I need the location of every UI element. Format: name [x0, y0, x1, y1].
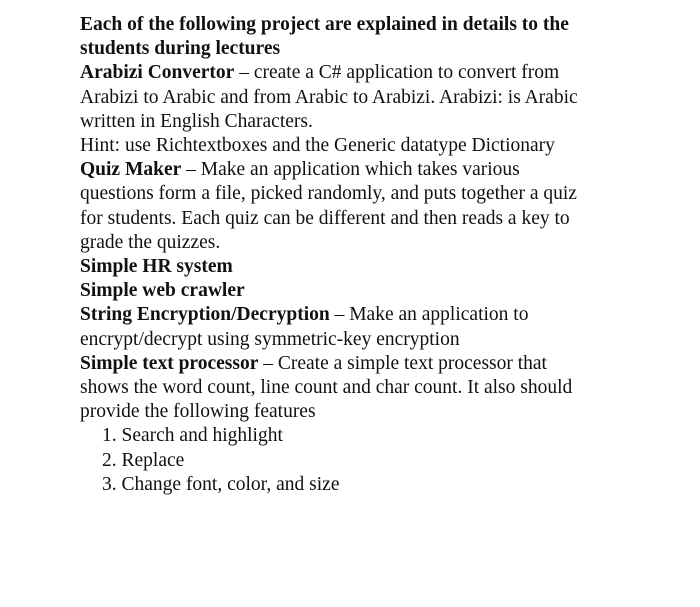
arabizi-description-start: create a C# application to convert from: [253, 62, 560, 84]
quiz-description-line-4: grade the quizzes.: [80, 231, 221, 253]
encryption-title: String Encryption/Decryption: [80, 304, 330, 326]
encryption-separator: –: [329, 304, 350, 326]
encryption-description-start: Make an application to: [349, 304, 529, 326]
textproc-description-line-2: shows the word count, line count and char count. It also should: [80, 377, 573, 399]
quiz-description-start: Make an application which takes various: [200, 159, 520, 181]
arabizi-heading-line: [80, 61, 680, 85]
intro-line-1: Each of the following project are explained in details to the: [80, 14, 569, 35]
textproc-title: Simple text processor: [80, 352, 259, 374]
textproc-separator: –: [258, 352, 278, 374]
document-body: [80, 13, 680, 497]
feature-item-font: 3. Change font, color, and size: [102, 473, 340, 495]
arabizi-description-line-2: Arabizi to Arabic and from Arabic to Arabizi. Arabizi: is Arabic: [80, 86, 578, 108]
quiz-title: Quiz Maker: [80, 159, 182, 181]
textproc-heading-line: [80, 352, 680, 376]
quiz-separator: –: [181, 159, 201, 181]
textproc-description-start: Create a simple text processor that: [277, 352, 547, 374]
quiz-description-line-2: questions form a file, picked randomly, and puts together a quiz: [80, 183, 577, 205]
encryption-description-line-2: encrypt/decrypt using symmetric-key encryption: [80, 328, 460, 350]
textproc-description-line-3: provide the following features: [80, 401, 316, 423]
feature-item-replace: 2. Replace: [102, 449, 185, 471]
quiz-heading-line: [80, 158, 680, 182]
quiz-description-line-3: for students. Each quiz can be different and then reads a key to: [80, 207, 570, 229]
crawler-title: Simple web crawler: [80, 280, 245, 302]
features-list: [80, 424, 680, 497]
arabizi-separator: –: [234, 62, 254, 84]
hr-title: Simple HR system: [80, 256, 233, 278]
arabizi-title: Arabizi Convertor: [80, 62, 235, 84]
encryption-heading-line: [80, 303, 680, 327]
arabizi-hint: Hint: use Richtextboxes and the Generic datatype Dictionary: [80, 135, 555, 157]
arabizi-description-line-3: written in English Characters.: [80, 110, 313, 132]
feature-item-search: 1. Search and highlight: [102, 425, 283, 447]
intro-line-2: students during lectures: [80, 38, 281, 60]
